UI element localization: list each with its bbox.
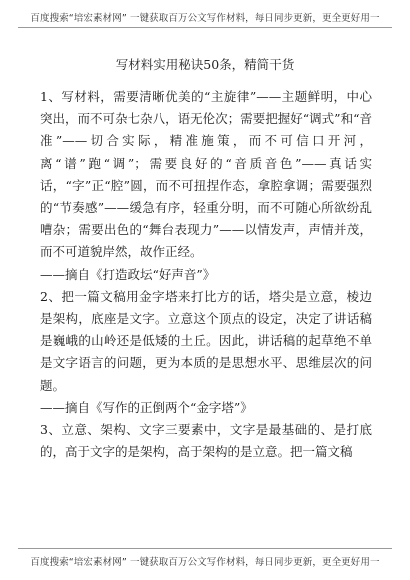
source-note-1: ——摘自《打造政坛“好声音”》 <box>40 266 216 282</box>
header-divider <box>18 27 392 28</box>
paragraph-2: 2、把一篇文稿用金字塔来打比方的话，塔尖是立意，棱边是架构，底座是文字。立意这个顶点的设定，决定了讲话稿是巍峨的山岭还是低矮的土丘。因此，讲话稿的起草绝不单是文字语言的问题，更为本质的是思想水平、思维层次的问题。 <box>40 288 372 393</box>
document-title: 写材料实用秘诀50条，精简干货 <box>115 57 295 72</box>
paragraph-3: 3、立意、架构、文字三要素中，文字是最基础的、是打底的，高于文字的是架构，高于架构的是立意。把一篇文稿 <box>40 422 372 460</box>
footer-banner: 百度搜索“培宏素材网” 一键获取百万公文写作材料，每日同步更新，更全更好用一 <box>30 557 380 568</box>
source-note-2: ——摘自《写作的正倒两个“金字塔”》 <box>40 399 253 415</box>
footer-divider <box>18 548 392 549</box>
header-banner: 百度搜索“培宏素材网” 一键获取百万公文写作材料，每日同步更新，更全更好用一 <box>30 13 380 24</box>
document-body <box>40 86 372 463</box>
paragraph-1: 1、写材料，需要清晰优美的“主旋律”——主题鲜明，中心突出，而不可杂七杂八，语无伦次；需要把握好“调式”和“音准”——切合实际，精准施策，而不可信口开河，离“谱”跑“调”；需要良好的“音质音色”——真话实话，“字”正“腔”圆，而不可扭捏作态，拿腔拿调；需要强烈的“节奏感”——缓急有序，轻重分明，而不可随心所欲纷乱嘈杂；需要出色的“舞台表现力”——以情发声，声情并茂，而不可道貌岸然，故作正经。 <box>40 89 372 260</box>
